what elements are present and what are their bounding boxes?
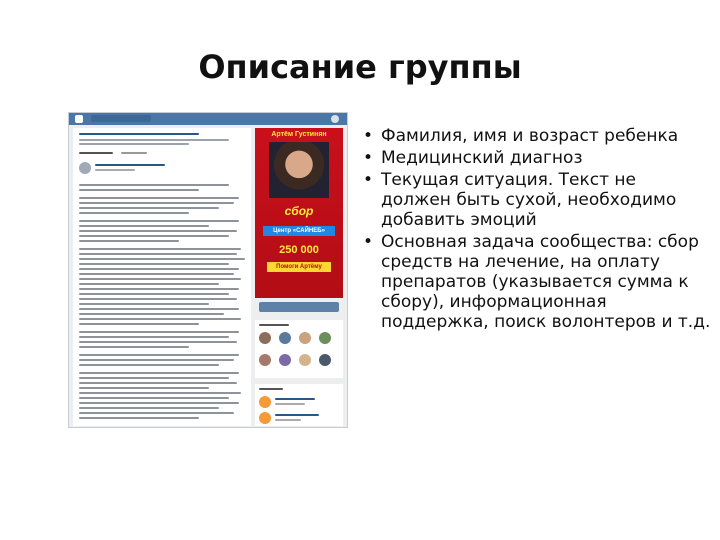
bullet-list <box>361 126 711 334</box>
avatar <box>319 332 331 344</box>
group-sidebar <box>255 128 343 426</box>
cover-headline: сбор <box>284 204 314 218</box>
cover-child-name: Артём Густинян <box>271 131 327 138</box>
search-field <box>91 115 151 122</box>
members-block <box>255 320 343 378</box>
avatar <box>259 332 271 344</box>
join-group-button <box>259 302 339 312</box>
avatar <box>259 354 271 366</box>
avatar <box>279 332 291 344</box>
bullet-item <box>361 148 711 168</box>
slide-title: Описание группы <box>198 48 522 86</box>
avatar <box>299 332 311 344</box>
cover-sum: 250 000 <box>279 244 319 256</box>
group-page-screenshot <box>68 112 348 428</box>
vk-header-bar <box>69 113 347 125</box>
vk-logo-icon <box>75 115 83 123</box>
post-author <box>79 162 245 178</box>
bullet-marker: • <box>363 232 374 252</box>
avatar <box>319 354 331 366</box>
bullet-marker: • <box>363 170 374 190</box>
bullet-marker: • <box>363 126 374 146</box>
avatar <box>259 412 271 424</box>
fundraising-cover-image <box>255 128 343 298</box>
bullet-item <box>361 126 711 146</box>
user-avatar-icon <box>331 115 339 123</box>
child-photo <box>269 142 329 198</box>
bullet-item <box>361 170 711 230</box>
cover-help-label: Помоги Артёму <box>267 262 331 272</box>
bullet-text: Фамилия, имя и возраст ребенка <box>381 126 679 146</box>
avatar <box>79 162 91 174</box>
avatar <box>279 354 291 366</box>
avatar <box>259 396 271 408</box>
bullet-marker: • <box>363 148 374 168</box>
bullet-text: Текущая ситуация. Текст не должен быть сухой, необходимо добавить эмоций <box>381 170 677 230</box>
group-name-lines <box>79 132 245 146</box>
contacts-block <box>255 384 343 426</box>
bullet-text: Медицинский диагноз <box>381 148 583 168</box>
cover-center-name: Центр «САЙНЕБ» <box>263 226 335 236</box>
group-description-column <box>73 128 251 426</box>
bullet-text: Основная задача сообщества: сбор средств на лечение, на оплату препаратов (указывается сумма к сбору), информационная поддержка, поиск волонтеров и т.д. <box>381 232 711 332</box>
bullet-item <box>361 232 711 332</box>
avatar <box>299 354 311 366</box>
